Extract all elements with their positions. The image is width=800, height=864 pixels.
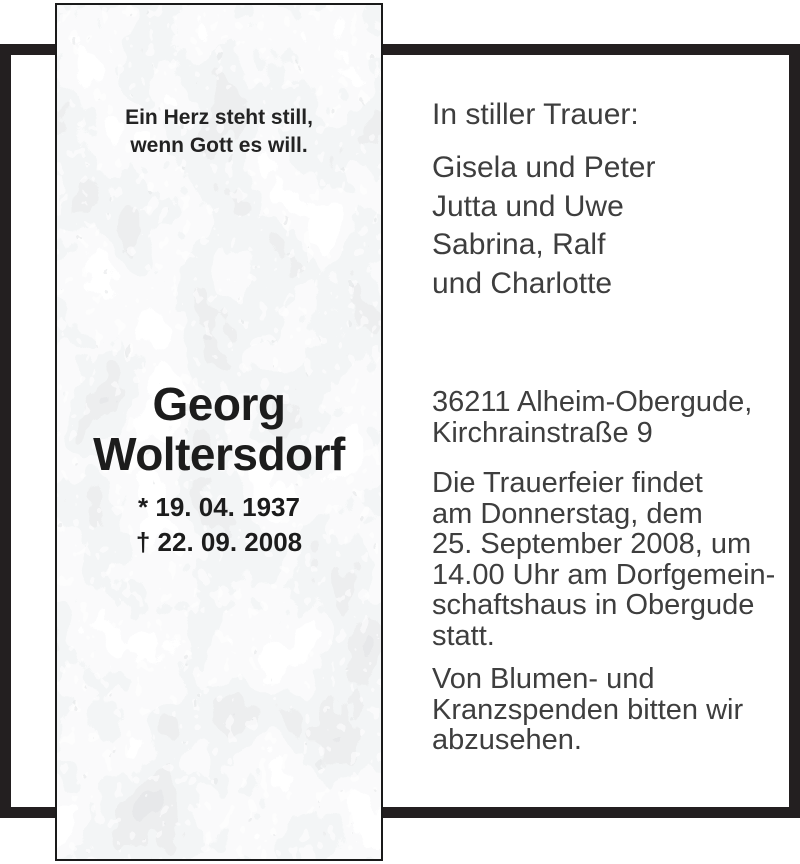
mourner-line: Jutta und Uwe: [432, 189, 624, 223]
mourner-line: Sabrina, Ralf: [432, 228, 606, 261]
memorial-panel: [55, 3, 383, 861]
funeral-line: Die Trauerfeier findet: [432, 467, 703, 499]
funeral-line: statt.: [432, 619, 495, 652]
address: [432, 387, 752, 449]
deceased-first-name: Georg: [152, 378, 286, 430]
funeral-line: schaftshaus in Obergude: [432, 589, 755, 621]
request-line: Kranzspenden bitten wir: [432, 693, 744, 726]
epitaph-line: wenn Gott es will.: [130, 134, 308, 157]
funeral-line: am Donnerstag, dem: [432, 497, 703, 530]
request-line: Von Blumen- und: [432, 663, 655, 695]
birth-date: * 19. 04. 1937: [138, 492, 300, 522]
funeral-line: 25. September 2008, um: [432, 528, 752, 560]
deceased-last-name: Woltersdorf: [93, 428, 345, 480]
mourning-intro: In stiller Trauer:: [432, 98, 639, 131]
death-date: † 22. 09. 2008: [135, 527, 303, 557]
mourners-list: [432, 149, 655, 303]
donation-request: [432, 664, 743, 756]
memorial-panel-content: [57, 5, 381, 859]
epitaph-verse: [57, 104, 381, 160]
funeral-line: 14.00 Uhr am Dorfgemein-: [432, 558, 776, 591]
mourner-line: und Charlotte: [432, 266, 613, 300]
address-line: 36211 Alheim-Obergude,: [432, 386, 753, 418]
deceased-name: [57, 379, 381, 479]
funeral-details: [432, 468, 775, 651]
announcement-column: [432, 0, 777, 864]
address-line: Kirchrainstraße 9: [432, 417, 653, 449]
request-line: abzusehen.: [432, 724, 582, 756]
epitaph-line: Ein Herz steht still,: [125, 106, 313, 129]
life-dates: [57, 490, 381, 560]
mourner-line: Gisela und Peter: [432, 151, 656, 184]
